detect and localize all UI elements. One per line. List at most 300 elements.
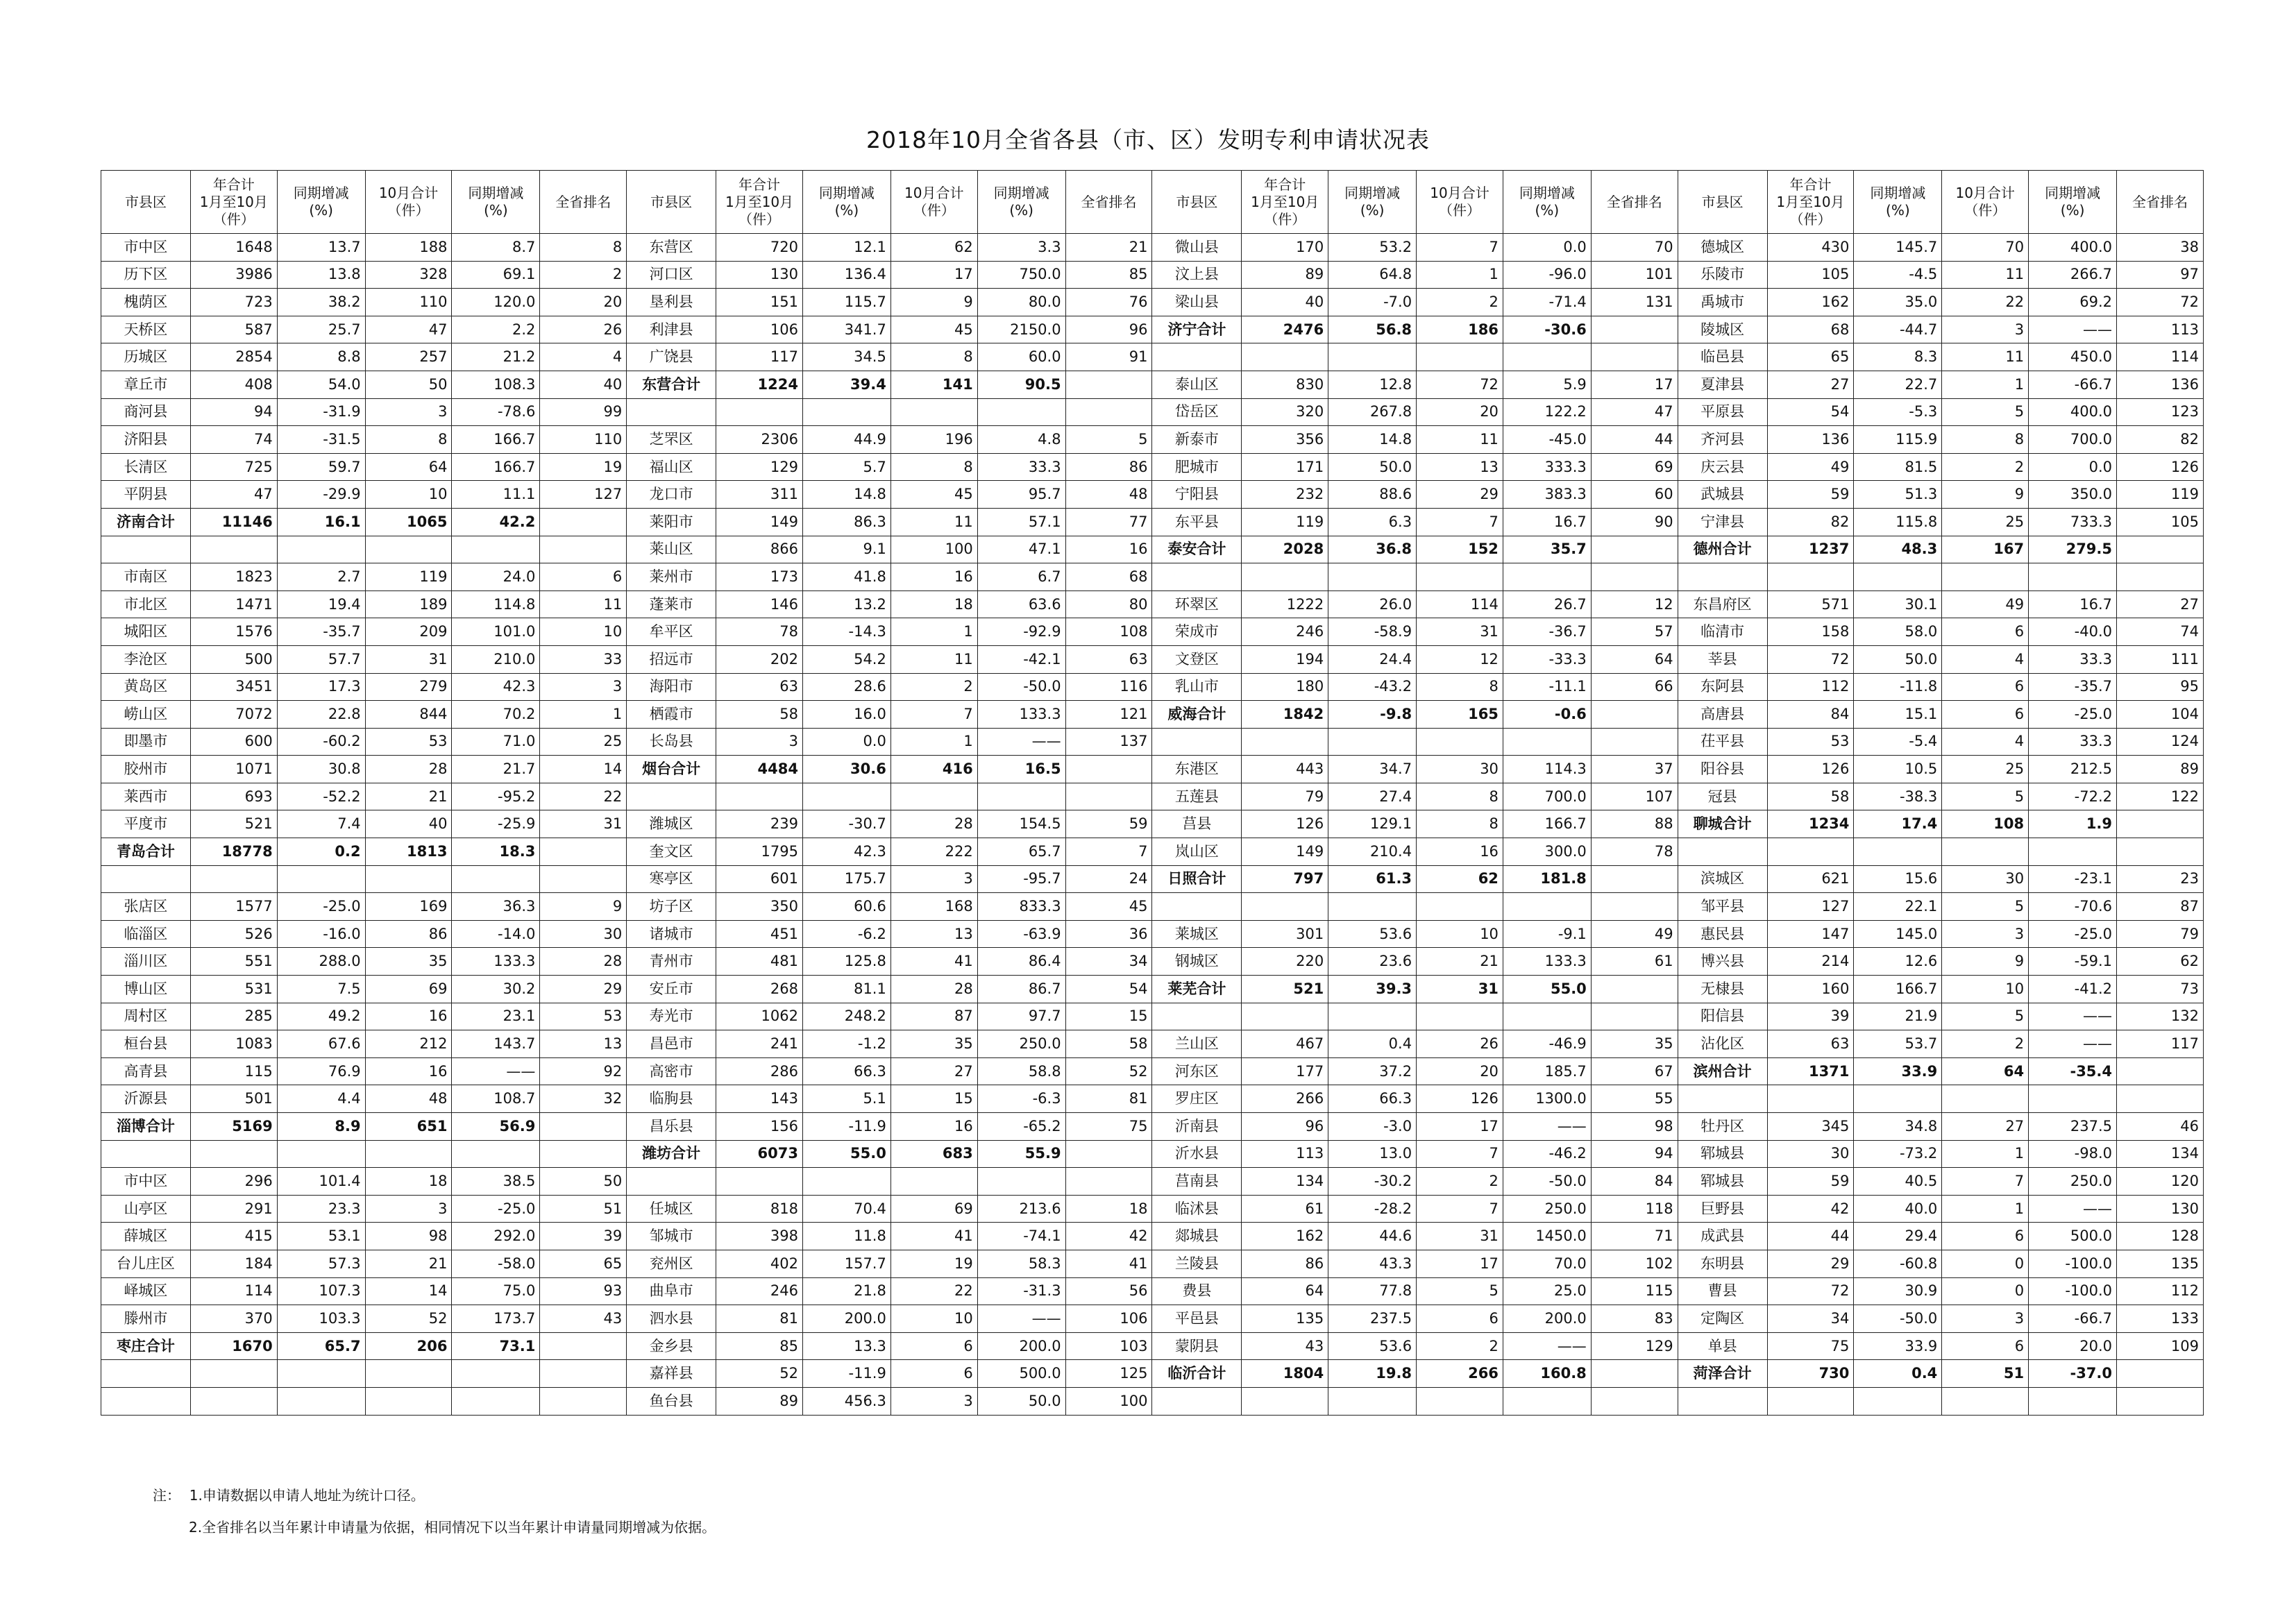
value-cell: 2.7 bbox=[277, 563, 365, 591]
value-cell: 2 bbox=[1417, 289, 1503, 316]
value-cell: 114.8 bbox=[452, 590, 540, 618]
value-cell: —— bbox=[977, 728, 1065, 756]
region-name-cell: 牟平区 bbox=[627, 618, 716, 646]
value-cell bbox=[1591, 701, 1678, 729]
value-cell: 110 bbox=[540, 426, 627, 454]
value-cell: 206 bbox=[365, 1332, 452, 1360]
value-cell: 28 bbox=[890, 976, 977, 1003]
value-cell: 50 bbox=[540, 1168, 627, 1196]
value-cell: 30.1 bbox=[1854, 590, 1942, 618]
value-cell bbox=[1503, 1003, 1591, 1030]
value-cell: 86.7 bbox=[977, 976, 1065, 1003]
value-cell: 286 bbox=[716, 1057, 803, 1085]
value-cell: 106 bbox=[716, 316, 803, 343]
value-cell: 77.8 bbox=[1328, 1277, 1417, 1305]
table-row bbox=[101, 1305, 2204, 1333]
value-cell: 70 bbox=[1942, 234, 2029, 262]
region-name-cell: 昌乐县 bbox=[627, 1113, 716, 1141]
value-cell bbox=[1591, 536, 1678, 563]
value-cell: 112 bbox=[2117, 1277, 2204, 1305]
region-name-cell: 梁山县 bbox=[1152, 289, 1242, 316]
value-cell: —— bbox=[2029, 1195, 2117, 1223]
value-cell: 3 bbox=[890, 1387, 977, 1415]
value-cell bbox=[540, 865, 627, 893]
value-cell: 27.4 bbox=[1328, 783, 1417, 810]
value-cell: 168 bbox=[890, 893, 977, 921]
region-name-cell: 栖霞市 bbox=[627, 701, 716, 729]
value-cell: 11 bbox=[1417, 426, 1503, 454]
value-cell bbox=[1328, 1387, 1417, 1415]
header-cell: 市县区 bbox=[627, 171, 716, 234]
region-name-cell bbox=[1678, 563, 1767, 591]
value-cell: 33.3 bbox=[2029, 728, 2117, 756]
value-cell: 29 bbox=[1767, 1250, 1854, 1277]
value-cell: 30.9 bbox=[1854, 1277, 1942, 1305]
value-cell: 21.2 bbox=[452, 343, 540, 371]
value-cell: 93 bbox=[540, 1277, 627, 1305]
value-cell: 50.0 bbox=[977, 1387, 1065, 1415]
value-cell: -74.1 bbox=[977, 1223, 1065, 1250]
value-cell: 194 bbox=[1242, 645, 1328, 673]
value-cell: 69 bbox=[365, 976, 452, 1003]
value-cell: 43 bbox=[540, 1305, 627, 1333]
value-cell: 128 bbox=[2117, 1223, 2204, 1250]
value-cell: 49 bbox=[1591, 920, 1678, 948]
value-cell: 123 bbox=[2117, 398, 2204, 426]
value-cell: 173.7 bbox=[452, 1305, 540, 1333]
value-cell: 42.2 bbox=[452, 508, 540, 536]
value-cell: 154.5 bbox=[977, 810, 1065, 838]
table-row bbox=[101, 920, 2204, 948]
value-cell: 11 bbox=[890, 645, 977, 673]
value-cell: 162 bbox=[1242, 1223, 1328, 1250]
value-cell: -25.0 bbox=[277, 893, 365, 921]
value-cell: 119 bbox=[1242, 508, 1328, 536]
table-row bbox=[101, 1332, 2204, 1360]
value-cell: 60.6 bbox=[802, 893, 890, 921]
value-cell bbox=[977, 398, 1065, 426]
value-cell: 13.2 bbox=[802, 590, 890, 618]
table-row bbox=[101, 618, 2204, 646]
value-cell: 24.0 bbox=[452, 563, 540, 591]
value-cell: 246 bbox=[1242, 618, 1328, 646]
value-cell: 80 bbox=[1065, 590, 1152, 618]
value-cell: 9 bbox=[540, 893, 627, 921]
region-name-cell: 沂水县 bbox=[1152, 1140, 1242, 1168]
value-cell: 130 bbox=[716, 261, 803, 289]
value-cell: 188 bbox=[365, 234, 452, 262]
value-cell: 89 bbox=[2117, 756, 2204, 783]
value-cell: 830 bbox=[1242, 371, 1328, 398]
table-row bbox=[101, 536, 2204, 563]
region-name-cell: 济宁合计 bbox=[1152, 316, 1242, 343]
value-cell: 0.4 bbox=[1854, 1360, 1942, 1388]
value-cell: 24 bbox=[1065, 865, 1152, 893]
value-cell: 114 bbox=[2117, 343, 2204, 371]
value-cell: 113 bbox=[1242, 1140, 1328, 1168]
value-cell: 3 bbox=[1942, 1305, 2029, 1333]
region-name-cell: 郓城县 bbox=[1678, 1140, 1767, 1168]
value-cell: 16 bbox=[890, 1113, 977, 1141]
header-cell: 同期增减 (%) bbox=[1328, 171, 1417, 234]
region-name-cell bbox=[1152, 728, 1242, 756]
value-cell: 18 bbox=[365, 1168, 452, 1196]
region-name-cell: 邹城市 bbox=[627, 1223, 716, 1250]
value-cell: 57.7 bbox=[277, 645, 365, 673]
value-cell: 33.9 bbox=[1854, 1057, 1942, 1085]
header-cell: 10月合计 （件） bbox=[890, 171, 977, 234]
value-cell: 257 bbox=[365, 343, 452, 371]
value-cell: 26.0 bbox=[1328, 590, 1417, 618]
value-cell: 52 bbox=[365, 1305, 452, 1333]
value-cell: 80.0 bbox=[977, 289, 1065, 316]
value-cell: 133 bbox=[2117, 1305, 2204, 1333]
region-name-cell: 阳信县 bbox=[1678, 1003, 1767, 1030]
region-name-cell: 青州市 bbox=[627, 948, 716, 976]
value-cell: 621 bbox=[1767, 865, 1854, 893]
value-cell bbox=[277, 1387, 365, 1415]
region-name-cell: 历城区 bbox=[101, 343, 191, 371]
value-cell: 30.2 bbox=[452, 976, 540, 1003]
value-cell: 69 bbox=[1591, 453, 1678, 481]
value-cell: 13 bbox=[540, 1030, 627, 1058]
region-name-cell: 山亭区 bbox=[101, 1195, 191, 1223]
value-cell: 166.7 bbox=[452, 426, 540, 454]
value-cell: 400.0 bbox=[2029, 398, 2117, 426]
table-row bbox=[101, 1277, 2204, 1305]
value-cell: 797 bbox=[1242, 865, 1328, 893]
value-cell: 64 bbox=[365, 453, 452, 481]
value-cell bbox=[1854, 1387, 1942, 1415]
value-cell bbox=[1591, 893, 1678, 921]
region-name-cell bbox=[1152, 1387, 1242, 1415]
value-cell bbox=[802, 398, 890, 426]
value-cell: 818 bbox=[716, 1195, 803, 1223]
region-name-cell: 兖州区 bbox=[627, 1250, 716, 1277]
value-cell: 4 bbox=[1942, 645, 2029, 673]
header-cell: 同期增减 (%) bbox=[1854, 171, 1942, 234]
region-name-cell: 城阳区 bbox=[101, 618, 191, 646]
region-name-cell bbox=[627, 1168, 716, 1196]
value-cell: 1 bbox=[1417, 261, 1503, 289]
table-row bbox=[101, 1003, 2204, 1030]
value-cell: 8 bbox=[1417, 810, 1503, 838]
region-name-cell: 河东区 bbox=[1152, 1057, 1242, 1085]
region-name-cell: 嘉祥县 bbox=[627, 1360, 716, 1388]
value-cell: -46.2 bbox=[1503, 1140, 1591, 1168]
value-cell: 501 bbox=[190, 1085, 277, 1113]
value-cell: 86 bbox=[365, 920, 452, 948]
footnotes bbox=[153, 1479, 716, 1543]
region-name-cell: 利津县 bbox=[627, 316, 716, 343]
region-name-cell: 市中区 bbox=[101, 234, 191, 262]
value-cell: 25.7 bbox=[277, 316, 365, 343]
value-cell: 5 bbox=[1942, 398, 2029, 426]
value-cell bbox=[1503, 1387, 1591, 1415]
value-cell bbox=[1503, 563, 1591, 591]
value-cell: 11146 bbox=[190, 508, 277, 536]
value-cell: 35.7 bbox=[1503, 536, 1591, 563]
value-cell bbox=[716, 398, 803, 426]
value-cell: 44.6 bbox=[1328, 1223, 1417, 1250]
region-name-cell: 周村区 bbox=[101, 1003, 191, 1030]
value-cell: 22.7 bbox=[1854, 371, 1942, 398]
value-cell: 7 bbox=[1942, 1168, 2029, 1196]
value-cell: -52.2 bbox=[277, 783, 365, 810]
value-cell: 89 bbox=[716, 1387, 803, 1415]
region-name-cell bbox=[627, 398, 716, 426]
value-cell: 83 bbox=[1591, 1305, 1678, 1333]
value-cell: 181.8 bbox=[1503, 865, 1591, 893]
patent-table bbox=[101, 170, 2204, 1416]
value-cell bbox=[802, 1168, 890, 1196]
region-name-cell: 蓬莱市 bbox=[627, 590, 716, 618]
value-cell: 1842 bbox=[1242, 701, 1328, 729]
value-cell bbox=[802, 783, 890, 810]
region-name-cell: 淄博合计 bbox=[101, 1113, 191, 1141]
value-cell: 25 bbox=[1942, 756, 2029, 783]
value-cell: 59 bbox=[1767, 481, 1854, 509]
value-cell: 17.3 bbox=[277, 673, 365, 701]
value-cell: 11.8 bbox=[802, 1223, 890, 1250]
value-cell: 200.0 bbox=[1503, 1305, 1591, 1333]
region-name-cell: 商河县 bbox=[101, 398, 191, 426]
region-name-cell: 平邑县 bbox=[1152, 1305, 1242, 1333]
value-cell bbox=[1591, 316, 1678, 343]
table-row bbox=[101, 590, 2204, 618]
value-cell: 6 bbox=[1942, 1223, 2029, 1250]
value-cell: 7 bbox=[1417, 508, 1503, 536]
value-cell: 115.7 bbox=[802, 289, 890, 316]
region-name-cell: 宁津县 bbox=[1678, 508, 1767, 536]
value-cell: 180 bbox=[1242, 673, 1328, 701]
value-cell: 1823 bbox=[190, 563, 277, 591]
value-cell: 65 bbox=[1767, 343, 1854, 371]
footnote-2: 2.全省排名以当年累计申请量为依据，相同情况下以当年累计申请量同期增减为依据。 bbox=[189, 1519, 716, 1536]
value-cell: 76.9 bbox=[277, 1057, 365, 1085]
value-cell: 267.8 bbox=[1328, 398, 1417, 426]
value-cell bbox=[1417, 563, 1503, 591]
region-name-cell: 章丘市 bbox=[101, 371, 191, 398]
value-cell: 37 bbox=[1591, 756, 1678, 783]
region-name-cell: 兰陵县 bbox=[1152, 1250, 1242, 1277]
table-row bbox=[101, 1113, 2204, 1141]
region-name-cell: 莒县 bbox=[1152, 810, 1242, 838]
value-cell bbox=[540, 1332, 627, 1360]
value-cell: 16 bbox=[1065, 536, 1152, 563]
value-cell: 133.3 bbox=[977, 701, 1065, 729]
value-cell bbox=[190, 536, 277, 563]
region-name-cell: 茌平县 bbox=[1678, 728, 1767, 756]
value-cell: 73 bbox=[2117, 976, 2204, 1003]
value-cell: 6073 bbox=[716, 1140, 803, 1168]
value-cell: 21 bbox=[365, 1250, 452, 1277]
value-cell: -3.0 bbox=[1328, 1113, 1417, 1141]
value-cell: 720 bbox=[716, 234, 803, 262]
value-cell: 51.3 bbox=[1854, 481, 1942, 509]
value-cell: -50.0 bbox=[1854, 1305, 1942, 1333]
value-cell: 115.9 bbox=[1854, 426, 1942, 454]
value-cell: 119 bbox=[2117, 481, 2204, 509]
value-cell: 31 bbox=[365, 645, 452, 673]
value-cell bbox=[2029, 1085, 2117, 1113]
value-cell: 266 bbox=[1417, 1360, 1503, 1388]
value-cell: 587 bbox=[190, 316, 277, 343]
value-cell: 0.0 bbox=[2029, 453, 2117, 481]
value-cell: 250.0 bbox=[1503, 1195, 1591, 1223]
value-cell: 87 bbox=[890, 1003, 977, 1030]
region-name-cell: 单县 bbox=[1678, 1332, 1767, 1360]
header-cell: 同期增减 (%) bbox=[277, 171, 365, 234]
value-cell: 39 bbox=[540, 1223, 627, 1250]
region-name-cell: 无棣县 bbox=[1678, 976, 1767, 1003]
value-cell: 7.5 bbox=[277, 976, 365, 1003]
value-cell: 6 bbox=[890, 1332, 977, 1360]
table-row bbox=[101, 234, 2204, 262]
value-cell: 341.7 bbox=[802, 316, 890, 343]
value-cell: 202 bbox=[716, 645, 803, 673]
table-row bbox=[101, 426, 2204, 454]
value-cell: 145.0 bbox=[1854, 920, 1942, 948]
value-cell bbox=[1242, 893, 1328, 921]
value-cell bbox=[365, 1387, 452, 1415]
value-cell: 47.1 bbox=[977, 536, 1065, 563]
region-name-cell: 聊城合计 bbox=[1678, 810, 1767, 838]
region-name-cell: 沂源县 bbox=[101, 1085, 191, 1113]
table-row bbox=[101, 371, 2204, 398]
value-cell: 75 bbox=[1065, 1113, 1152, 1141]
value-cell: 2 bbox=[1417, 1168, 1503, 1196]
page-title: 2018年10月全省各县（市、区）发明专利申请状况表 bbox=[866, 126, 1430, 153]
value-cell: 416 bbox=[890, 756, 977, 783]
value-cell: -40.0 bbox=[2029, 618, 2117, 646]
value-cell bbox=[1417, 893, 1503, 921]
value-cell: -16.0 bbox=[277, 920, 365, 948]
region-name-cell: 禹城市 bbox=[1678, 289, 1767, 316]
region-name-cell: 荣成市 bbox=[1152, 618, 1242, 646]
value-cell: 86 bbox=[1242, 1250, 1328, 1277]
region-name-cell: 东营区 bbox=[627, 234, 716, 262]
value-cell: —— bbox=[2029, 316, 2117, 343]
value-cell: 151 bbox=[716, 289, 803, 316]
value-cell: 6.7 bbox=[977, 563, 1065, 591]
value-cell: 30 bbox=[1942, 865, 2029, 893]
value-cell: 1062 bbox=[716, 1003, 803, 1030]
value-cell: 212.5 bbox=[2029, 756, 2117, 783]
region-name-cell: 岱岳区 bbox=[1152, 398, 1242, 426]
value-cell: 526 bbox=[190, 920, 277, 948]
value-cell bbox=[1417, 1003, 1503, 1030]
value-cell: 1065 bbox=[365, 508, 452, 536]
value-cell: 60 bbox=[1591, 481, 1678, 509]
region-name-cell bbox=[627, 783, 716, 810]
value-cell: -92.9 bbox=[977, 618, 1065, 646]
value-cell: -100.0 bbox=[2029, 1250, 2117, 1277]
value-cell: 3 bbox=[365, 1195, 452, 1223]
value-cell: 92 bbox=[540, 1057, 627, 1085]
value-cell: -46.9 bbox=[1503, 1030, 1591, 1058]
value-cell bbox=[1767, 1085, 1854, 1113]
value-cell bbox=[1065, 371, 1152, 398]
value-cell: 40 bbox=[365, 810, 452, 838]
value-cell: 23.1 bbox=[452, 1003, 540, 1030]
region-name-cell: 临朐县 bbox=[627, 1085, 716, 1113]
value-cell: 16.7 bbox=[2029, 590, 2117, 618]
value-cell bbox=[1065, 783, 1152, 810]
value-cell bbox=[977, 783, 1065, 810]
value-cell: 500.0 bbox=[2029, 1223, 2117, 1250]
value-cell: -29.9 bbox=[277, 481, 365, 509]
value-cell: 149 bbox=[1242, 838, 1328, 866]
value-cell: -65.2 bbox=[977, 1113, 1065, 1141]
value-cell: -0.6 bbox=[1503, 701, 1591, 729]
value-cell: 1222 bbox=[1242, 590, 1328, 618]
value-cell: 96 bbox=[1242, 1113, 1328, 1141]
value-cell: 8 bbox=[890, 453, 977, 481]
region-name-cell: 坊子区 bbox=[627, 893, 716, 921]
value-cell: 601 bbox=[716, 865, 803, 893]
value-cell: 33.9 bbox=[1854, 1332, 1942, 1360]
value-cell: 9 bbox=[1942, 481, 2029, 509]
value-cell: 56 bbox=[1065, 1277, 1152, 1305]
value-cell: 53.2 bbox=[1328, 234, 1417, 262]
value-cell: 24.4 bbox=[1328, 645, 1417, 673]
table-row bbox=[101, 1360, 2204, 1388]
value-cell bbox=[2117, 536, 2204, 563]
value-cell: 69 bbox=[890, 1195, 977, 1223]
value-cell: 53.1 bbox=[277, 1223, 365, 1250]
value-cell bbox=[1854, 563, 1942, 591]
value-cell: 2306 bbox=[716, 426, 803, 454]
value-cell: 81 bbox=[716, 1305, 803, 1333]
value-cell bbox=[1591, 976, 1678, 1003]
value-cell: 88 bbox=[1591, 810, 1678, 838]
value-cell: 356 bbox=[1242, 426, 1328, 454]
region-name-cell: 鱼台县 bbox=[627, 1387, 716, 1415]
region-name-cell: 兰山区 bbox=[1152, 1030, 1242, 1058]
value-cell bbox=[890, 1168, 977, 1196]
value-cell: 60.0 bbox=[977, 343, 1065, 371]
value-cell: 75 bbox=[1767, 1332, 1854, 1360]
value-cell: 2028 bbox=[1242, 536, 1328, 563]
value-cell: 31 bbox=[1417, 976, 1503, 1003]
value-cell: 30.8 bbox=[277, 756, 365, 783]
value-cell: 120 bbox=[2117, 1168, 2204, 1196]
value-cell: 21.8 bbox=[802, 1277, 890, 1305]
value-cell: 110 bbox=[365, 289, 452, 316]
value-cell: 1300.0 bbox=[1503, 1085, 1591, 1113]
region-name-cell: 莱州市 bbox=[627, 563, 716, 591]
value-cell: 16 bbox=[1417, 838, 1503, 866]
value-cell: 68 bbox=[1065, 563, 1152, 591]
value-cell: 6 bbox=[1417, 1305, 1503, 1333]
region-name-cell bbox=[101, 1360, 191, 1388]
value-cell: -1.2 bbox=[802, 1030, 890, 1058]
value-cell: 531 bbox=[190, 976, 277, 1003]
region-name-cell: 崂山区 bbox=[101, 701, 191, 729]
value-cell: -23.1 bbox=[2029, 865, 2117, 893]
value-cell: 133.3 bbox=[452, 948, 540, 976]
region-name-cell: 台儿庄区 bbox=[101, 1250, 191, 1277]
value-cell: 122 bbox=[2117, 783, 2204, 810]
value-cell: -14.3 bbox=[802, 618, 890, 646]
value-cell: -25.0 bbox=[2029, 701, 2117, 729]
value-cell: 117 bbox=[716, 343, 803, 371]
region-name-cell: 泗水县 bbox=[627, 1305, 716, 1333]
value-cell: 75.0 bbox=[452, 1277, 540, 1305]
value-cell: 481 bbox=[716, 948, 803, 976]
region-name-cell: 济南合计 bbox=[101, 508, 191, 536]
